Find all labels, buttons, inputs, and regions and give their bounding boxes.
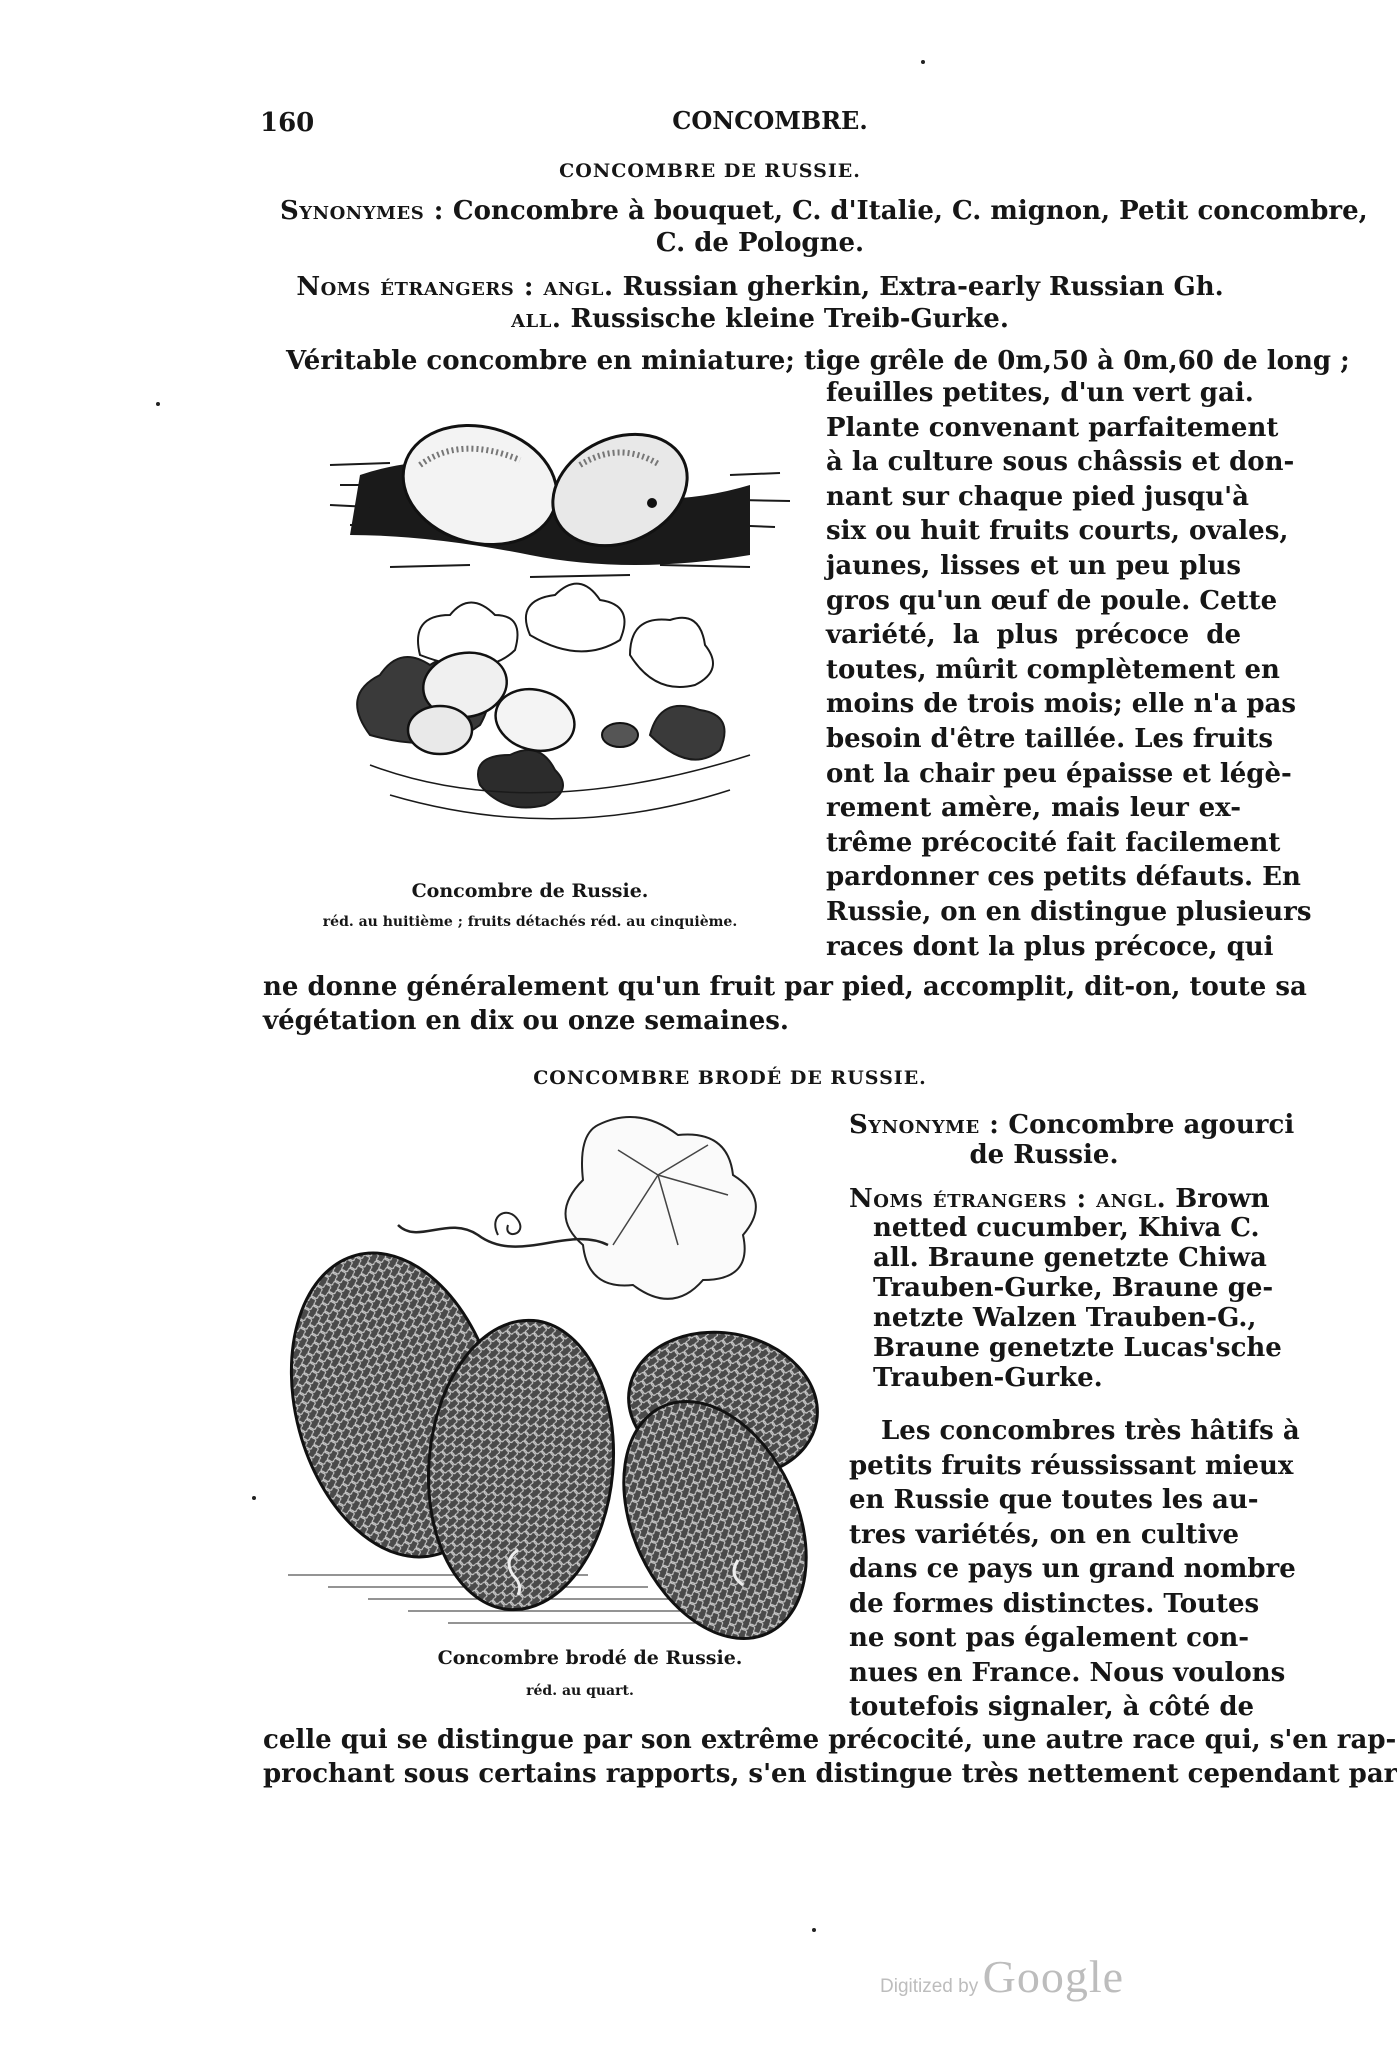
column-line: besoin d'être taillée. Les fruits	[826, 723, 1274, 754]
foreign-names-line2: all. Russische kleine Treib-Gurke.	[511, 304, 1009, 334]
body-full-line: prochant sous certains rapports, s'en distingue très nettement cependant par	[263, 1759, 1397, 1789]
section-title-russie: CONCOMBRE DE RUSSIE.	[559, 160, 861, 182]
column-line: trême précocité fait facilement	[826, 827, 1281, 858]
synonyms-line1: Synonymes : Concombre à bouquet, C. d'Italie, C. mignon, Petit concombre,	[280, 196, 1368, 226]
column-line: rement amère, mais leur ex-	[826, 793, 1241, 824]
column-line: Russie, on en distingue plusieurs	[826, 896, 1312, 927]
column-line: petits fruits réussissant mieux	[849, 1450, 1294, 1481]
column-line: ont la chair peu épaisse et légè-	[826, 758, 1292, 789]
column-line: de formes distinctes. Toutes	[849, 1588, 1260, 1619]
body-first-line: Véritable concombre en miniature; tige grêle de 0m,50 à 0m,60 de long ;	[286, 346, 1350, 376]
column-line: en Russie que toutes les au-	[849, 1485, 1259, 1515]
running-title: CONCOMBRE.	[672, 106, 868, 135]
foreign-line: all. Braune genetzte Chiwa	[873, 1243, 1267, 1273]
body-full-line: celle qui se distingue par son extrême précocité, une autre race qui, s'en rap-	[263, 1725, 1397, 1755]
foreign-names-line1: Noms étrangers : angl. Russian gherkin, Extra-early Russian Gh.	[296, 272, 1224, 302]
column-line: Les concombres très hâtifs à	[881, 1416, 1300, 1446]
column-line: nant sur chaque pied jusqu'à	[826, 481, 1249, 512]
column-text-brode	[849, 1416, 1300, 1727]
synonym-line2: de Russie.	[969, 1140, 1119, 1170]
column-line: jaunes, lisses et un peu plus	[826, 550, 1241, 581]
column-line: variété, la plus précoce de	[826, 620, 1241, 651]
digitized-by-google-watermark: Digitized by Google	[880, 1951, 1125, 2002]
column-line: dans ce pays un grand nombre	[849, 1554, 1296, 1584]
figure-caption-russie: Concombre de Russie.	[411, 880, 649, 902]
section-title-brode: CONCOMBRE BRODÉ DE RUSSIE.	[533, 1067, 927, 1089]
page-number: 160	[260, 108, 315, 138]
column-line: à la culture sous châssis et don-	[826, 447, 1295, 478]
column-line: moins de trois mois; elle n'a pas	[826, 689, 1297, 720]
column-text-russie	[826, 378, 1312, 966]
column-line: Plante convenant parfaitement	[826, 412, 1279, 443]
column-line: races dont la plus précoce, qui	[826, 931, 1274, 962]
foreign-names-brode-rest	[873, 1213, 1282, 1393]
column-line: six ou huit fruits courts, ovales,	[826, 516, 1289, 547]
figure-subcaption-russie: réd. au huitième ; fruits détachés réd. au cinquième.	[322, 914, 738, 930]
speck	[812, 1928, 816, 1932]
speck	[156, 402, 160, 406]
synonym-line1: Synonyme : Concombre agourci	[849, 1110, 1295, 1140]
column-line: feuilles petites, d'un vert gai.	[826, 378, 1254, 408]
figure-caption-brode: Concombre brodé de Russie.	[437, 1647, 743, 1669]
speck	[921, 60, 925, 64]
column-line: pardonner ces petits défauts. En	[826, 862, 1301, 893]
foreign-line: Trauben-Gurke.	[873, 1363, 1103, 1393]
column-line: gros qu'un œuf de poule. Cette	[826, 585, 1278, 616]
illustration-concombre-brode	[268, 1105, 828, 1650]
speck	[252, 1496, 256, 1500]
figure-subcaption-brode: réd. au quart.	[526, 1683, 634, 1699]
foreign-line: netzte Walzen Trauben-G.,	[873, 1303, 1257, 1333]
synonyms-line2: C. de Pologne.	[655, 228, 865, 258]
foreign-line: Braune genetzte Lucas'sche	[873, 1333, 1282, 1363]
column-line: tres variétés, on en cultive	[849, 1519, 1239, 1550]
illustration-concombre-de-russie	[330, 405, 790, 865]
foreign-names-brode-line1: Noms étrangers : angl. Brown	[849, 1184, 1270, 1214]
column-line: toutefois signaler, à côté de	[849, 1692, 1255, 1722]
body-full-line: végétation en dix ou onze semaines.	[263, 1006, 789, 1036]
column-line: ne sont pas également con-	[849, 1623, 1250, 1653]
foreign-line: netted cucumber, Khiva C.	[873, 1213, 1260, 1243]
body-full-line: ne donne généralement qu'un fruit par pied, accomplit, dit-on, toute sa	[263, 972, 1307, 1002]
foreign-line: Trauben-Gurke, Braune ge-	[873, 1273, 1274, 1303]
column-line: toutes, mûrit complètement en	[826, 654, 1280, 685]
column-line: nues en France. Nous voulons	[849, 1657, 1286, 1688]
